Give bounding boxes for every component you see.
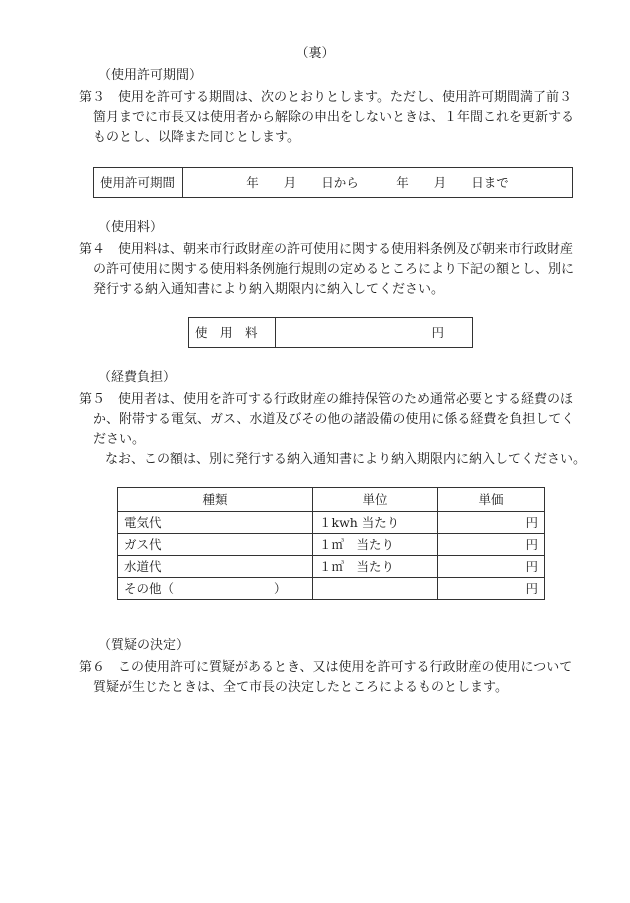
cell-unit — [313, 578, 438, 600]
sec5-article — [79, 390, 587, 470]
sec3-line: ものとし、以降また同じとします。 — [93, 130, 300, 145]
sec5-line: 第５ 使用者は、使用を許可する行政財産の維持保管のため通常必要とする経費のほ — [79, 392, 574, 407]
sec6-line: 第６ この使用許可に質疑があるとき、又は使用を許可する行政財産の使用について — [79, 660, 573, 675]
fee-table — [188, 317, 473, 348]
sec3-heading: （使用許可期間） — [98, 68, 203, 83]
cell-type: 電気代 — [118, 512, 313, 534]
cell-type: その他（ ） — [118, 578, 313, 600]
sec4-heading: （使用料） — [98, 220, 164, 235]
sec6-article — [79, 658, 587, 698]
cell-price: 円 — [438, 512, 545, 534]
cell-price: 円 — [438, 556, 545, 578]
table-row — [118, 578, 545, 600]
page-label: （裏） — [295, 46, 335, 61]
col-header-type: 種類 — [118, 488, 313, 512]
cell-price: 円 — [438, 534, 545, 556]
sec4-article — [79, 240, 587, 300]
utility-table-header — [118, 488, 545, 512]
cell-type: 水道代 — [118, 556, 313, 578]
col-header-price: 単価 — [438, 488, 545, 512]
cell-type: ガス代 — [118, 534, 313, 556]
sec4-line: 第４ 使用料は、朝来市行政財産の許可使用に関する使用料条例及び朝来市行政財産 — [79, 242, 574, 257]
table-row — [118, 512, 545, 534]
sec4-line: の許可使用に関する使用料条例施行規則の定めるところにより下記の額とし、別に — [93, 262, 575, 277]
fee-unit: 円 — [276, 318, 473, 348]
period-label: 使用許可期間 — [94, 168, 183, 198]
sec5-note: なお、この額は、別に発行する納入通知書により納入期限内に納入してください。 — [105, 452, 587, 467]
sec3-line: 箇月までに市長又は使用者から解除の申出をしないときは、１年間これを更新する — [93, 110, 575, 125]
cell-unit: １kwh 当たり — [313, 512, 438, 534]
period-table — [93, 167, 573, 198]
sec5-line: ださい。 — [93, 432, 146, 447]
table-row — [118, 556, 545, 578]
col-header-unit: 単位 — [313, 488, 438, 512]
sec5-line: か、附帯する電気、ガス、水道及びその他の諸設備の使用に係る経費を負担してく — [93, 412, 575, 427]
sec5-heading: （経費負担） — [98, 370, 177, 385]
fee-label: 使 用 料 — [189, 318, 276, 348]
utility-table — [117, 487, 545, 600]
sec4-line: 発行する納入通知書により納入期限内に納入してください。 — [93, 282, 445, 297]
cell-price: 円 — [438, 578, 545, 600]
sec6-line: 質疑が生じたときは、全て市長の決定したところによるものとします。 — [93, 680, 508, 695]
sec6-heading: （質疑の決定） — [98, 638, 190, 653]
cell-unit: １㎥ 当たり — [313, 556, 438, 578]
period-value: 年 月 日から 年 月 日まで — [183, 168, 573, 198]
cell-unit: １㎥ 当たり — [313, 534, 438, 556]
sec3-article — [79, 88, 587, 148]
sec3-line: 第３ 使用を許可する期間は、次のとおりとします。ただし、使用許可期間満了前３ — [79, 90, 572, 105]
table-row — [118, 534, 545, 556]
